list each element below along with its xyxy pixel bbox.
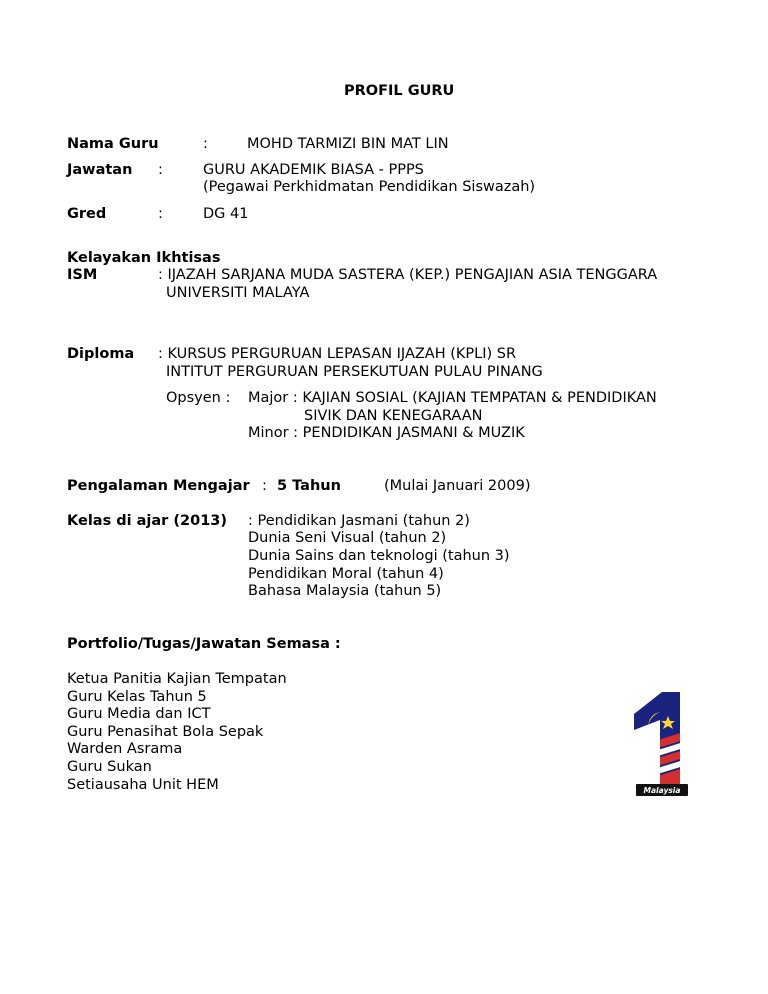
kelas-item: Bahasa Malaysia (tahun 5): [248, 583, 442, 599]
portfolio-heading: Portfolio/Tugas/Jawatan Semasa :: [67, 636, 341, 652]
pengalaman-note: (Mulai Januari 2009): [384, 478, 531, 494]
kelas-item: Pendidikan Moral (tahun 4): [248, 566, 444, 582]
jawatan-label: Jawatan: [67, 162, 133, 178]
ism-line-1: : IJAZAH SARJANA MUDA SASTERA (KEP.) PENGAJIAN ASIA TENGGARA: [158, 267, 658, 283]
jawatan-value-2: (Pegawai Perkhidmatan Pendidikan Siswazah): [203, 179, 536, 195]
gred-colon: :: [158, 206, 163, 222]
kelas-item: Dunia Seni Visual (tahun 2): [248, 530, 447, 546]
kelas-label: Kelas di ajar (2013): [67, 513, 227, 529]
diploma-label: Diploma: [67, 346, 135, 362]
diploma-line-1: : KURSUS PERGURUAN LEPASAN IJAZAH (KPLI) SR: [158, 346, 517, 362]
gred-value: DG 41: [203, 206, 249, 222]
opsyen-label: Opsyen :: [166, 390, 231, 406]
portfolio-item: Guru Sukan: [67, 759, 152, 775]
portfolio-item: Guru Kelas Tahun 5: [67, 689, 207, 705]
portfolio-item: Warden Asrama: [67, 741, 183, 757]
kelayakan-heading: Kelayakan Ikhtisas: [67, 250, 221, 266]
pengalaman-colon: :: [262, 478, 267, 494]
nama-label: Nama Guru: [67, 136, 159, 152]
page-title: PROFIL GURU: [344, 83, 455, 99]
kelas-item: Dunia Sains dan teknologi (tahun 3): [248, 548, 510, 564]
portfolio-item: Ketua Panitia Kajian Tempatan: [67, 671, 287, 687]
minor-line: Minor : PENDIDIKAN JASMANI & MUZIK: [248, 425, 525, 441]
major-line-2: SIVIK DAN KENEGARAAN: [304, 408, 483, 424]
ism-line-2: UNIVERSITI MALAYA: [166, 285, 310, 301]
kelas-item: : Pendidikan Jasmani (tahun 2): [248, 513, 470, 529]
major-line-1: Major : KAJIAN SOSIAL (KAJIAN TEMPATAN & PENDIDIKAN: [248, 390, 657, 406]
jawatan-value: GURU AKADEMIK BIASA - PPPS: [203, 162, 424, 178]
ism-label: ISM: [67, 267, 98, 283]
pengalaman-label: Pengalaman Mengajar: [67, 478, 250, 494]
portfolio-item: Guru Media dan ICT: [67, 706, 211, 722]
1malaysia-logo-icon: [632, 690, 690, 798]
portfolio-item: Setiausaha Unit HEM: [67, 777, 219, 793]
gred-label: Gred: [67, 206, 107, 222]
diploma-line-2: INTITUT PERGURUAN PERSEKUTUAN PULAU PINANG: [166, 364, 543, 380]
portfolio-item: Guru Penasihat Bola Sepak: [67, 724, 264, 740]
logo-text: Malaysia: [643, 786, 681, 795]
nama-colon: :: [203, 136, 208, 152]
pengalaman-value: 5 Tahun: [277, 478, 341, 494]
jawatan-colon: :: [158, 162, 163, 178]
nama-value: MOHD TARMIZI BIN MAT LIN: [247, 136, 449, 152]
